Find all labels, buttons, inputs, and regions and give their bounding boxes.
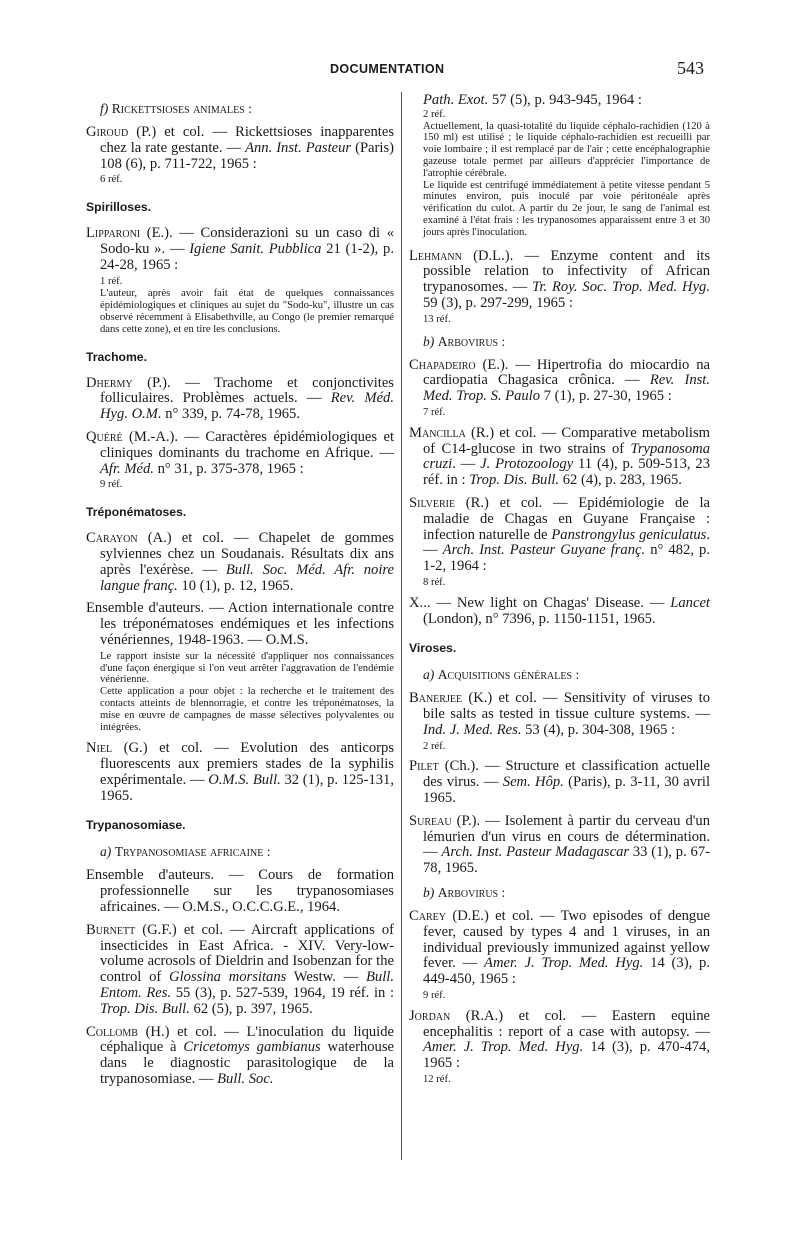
journal: Tr. Roy. Soc. Trop. Med. Hyg.	[532, 279, 710, 296]
ref-count: 9 réf.	[100, 479, 123, 491]
journal: Bull. Entom. Res.	[100, 969, 394, 1002]
bib-entry: Collomb (H.) et col. — L'inoculation du liquide céphalique à Cricetomys gambianus waterhouse dans le diagnostic parasitologique de la trypanosomiase. — Bull. Soc.	[86, 1023, 394, 1088]
species: Glossina morsitans	[169, 969, 287, 986]
ref-count: 2 réf.	[423, 740, 446, 752]
bib-entry: Carey (D.E.) et col. — Two episodes of dengue fever, caused by types 4 and 1 viruses, in an individual previously immunized against yellow fever. — Amer. J. Trop. Med. Hyg. 14 (3), p. 449-450, 1965 :	[409, 908, 710, 988]
author: Jordan	[409, 1007, 451, 1024]
ref-count: 8 réf.	[423, 576, 446, 588]
subheading-rickettsioses: f) Rickettsioses animales :	[100, 101, 252, 116]
journal: Afr. Méd.	[100, 460, 154, 477]
journal: Arch. Inst. Pasteur Guyane franç.	[442, 542, 646, 559]
ref-count: 12 réf.	[423, 1074, 451, 1086]
page-header	[0, 58, 800, 82]
bib-entry: Silverie (R.) et col. — Epidémiologie de la maladie de Chagas en Guyane Française : infection naturelle de Panstrongylus geniculatus. — Arch. Inst. Pasteur Guyane franç. n° 482, p. 1-2, 1964 :	[409, 494, 711, 575]
subheading-trypanosomiase-americaine: b) Arbovirus :	[423, 333, 506, 349]
author: Sureau	[409, 812, 452, 829]
author: Pilet	[409, 758, 439, 775]
ref-count: 7 réf.	[423, 406, 446, 418]
author: Giroud	[86, 124, 129, 140]
ref-count: 6 réf.	[100, 174, 123, 186]
journal: Path. Exot.	[423, 92, 489, 108]
ref-count: 9 réf.	[423, 990, 446, 1002]
abstract-note: Le liquide est centrifugé immédiatement à petite vitesse pendant 5 minutes environ, puis inoculé par voie péritonéale après vérification du culot. A partir du 2e jour, le sang de l'animal est examiné à l'état frais : les trypanosomes apparaissent entre 3 et 30 jours après l'inoculation.	[423, 179, 710, 238]
bib-entry: Jordan (R.A.) et col. — Eastern equine encephalitis : report of a case with autopsy. — Amer. J. Trop. Med. Hyg. 14 (3), p. 470-474, 1965 :	[409, 1007, 710, 1072]
bib-entry: Carayon (A.) et col. — Chapelet de gommes sylviennes chez un Soudanais. Résultats dix ans après l'exérèse. — Bull. Soc. Méd. Afr. noire langue franç. 10 (1), p. 12, 1965.	[86, 530, 394, 594]
bib-entry: Dhermy (P.). — Trachome et conjonctivites folliculaires. Problèmes actuels. — Rev. Méd. Hyg. O.M. n° 339, p. 74-78, 1965.	[86, 374, 394, 423]
species: Panstrongylus geniculatus	[551, 526, 707, 543]
author: Collomb	[86, 1023, 138, 1040]
journal: Trop. Dis. Bull.	[469, 472, 560, 489]
bib-entry: Banerjee (K.) et col. — Sensitivity of viruses to bile salts as tested in tissue culture systems. — Ind. J. Med. Res. 53 (4), p. 304-308, 1965 :	[409, 690, 710, 738]
bib-entry: Niel (G.) et col. — Evolution des anticorps fluorescents aux premiers stades de la syphilis expérimentale. — O.M.S. Bull. 32 (1), p. 125-131, 1965.	[86, 740, 394, 804]
section-heading-viroses: Viroses.	[409, 641, 457, 656]
author: Lehmann	[409, 247, 462, 264]
author: Niel	[86, 740, 113, 757]
journal: Amer. J. Trop. Med. Hyg.	[484, 955, 644, 972]
journal: Amer. J. Trop. Med. Hyg.	[423, 1039, 584, 1056]
section-heading-trypanosomiase: Trypanosomiase.	[86, 818, 186, 833]
author: Dhermy	[86, 374, 133, 391]
bib-entry: Chapadeiro (E.). — Hipertrofia do miocardio na cardiopatia Chagasica crônica. — Rev. Inst. Med. Trop. S. Paulo 7 (1), p. 27-30, 1965 :	[409, 356, 710, 405]
author: Quéré	[86, 428, 123, 445]
bib-entry: Quéré (M.-A.). — Caractères épidémiologiques et cliniques dominants du trachome en Afrique. — Afr. Méd. n° 31, p. 375-378, 1965 :	[86, 428, 394, 477]
bib-entry: Lehmann (D.L.). — Enzyme content and its possible relation to infectivity of African trypanosomes. — Tr. Roy. Soc. Trop. Med. Hyg. 59 (3), p. 297-299, 1965 :	[409, 247, 710, 311]
journal: Arch. Inst. Pasteur Madagascar	[441, 844, 630, 861]
section-heading-spirilloses: Spirilloses.	[86, 200, 152, 215]
author: Chapadeiro	[409, 356, 476, 373]
ref-count: 13 réf.	[423, 313, 451, 325]
bib-entry-continued: Path. Exot. 57 (5), p. 943-945, 1964 :	[423, 92, 642, 108]
bib-entry: Burnett (G.F.) et col. — Aircraft applications of insecticides in East Africa. - XIV. Very-low-volume acrosols of Dieldrin and Isobenzan for the control of Glossina morsitans Westw. — Bull. Entom. Res. 55 (3), p. 527-539, 1964, 19 réf. in : Trop. Dis. Bull. 62 (5), p. 397, 1965.	[86, 921, 394, 1017]
journal: Trop. Dis. Bull.	[100, 1000, 190, 1017]
journal: Ann. Inst. Pasteur	[245, 139, 352, 156]
species: Cricetomys gambianus	[183, 1039, 321, 1056]
running-title: DOCUMENTATION	[330, 62, 445, 76]
section-heading-trachome: Trachome.	[86, 349, 147, 364]
bib-entry: Lipparoni (E.). — Considerazioni su un caso di « Sodo-ku ». — Igiene Sanit. Pubblica 21 (1-2), p. 24-28, 1965 :	[86, 225, 394, 273]
abstract-note: L'auteur, après avoir fait état de quelques connaissances épidémiologiques et cliniques au sujet du "Sodo-ku", illustre un cas observé récemment à Elisabethville, au Congo (le premier remarqué dans cette zone), et en tire les conclusions.	[100, 288, 394, 335]
author: Banerjee	[409, 690, 463, 707]
right-column	[409, 93, 710, 1093]
bib-entry: Ensemble d'auteurs. — Action internationale contre les tréponématoses endémiques et les infections vénériennes, 1948-1963. — O.M.S.	[86, 600, 394, 648]
author: Mancilla	[409, 424, 466, 441]
page-number: 543	[677, 58, 704, 78]
author: Lipparoni	[86, 225, 141, 242]
left-column	[86, 93, 394, 1095]
bib-entry: Mancilla (R.) et col. — Comparative metabolism of C14-glucose in two strains of Trypanosoma cruzi. — J. Protozoology 11 (4), p. 509-513, 23 réf. in : Trop. Dis. Bull. 62 (4), p. 283, 1965.	[409, 424, 710, 489]
species: Trypanosoma cruzi	[423, 440, 710, 473]
author: Carey	[409, 908, 446, 925]
abstract-note: Cette application a pour objet : la recherche et le traitement des contacts atteints de blennorragie, et contre les tréponématoses, la mise en œuvre de campagnes de masse sélectives polyvalentes ou intégrées.	[100, 686, 394, 733]
bib-entry: Pilet (Ch.). — Structure et classification actuelle des virus. — Sem. Hôp. (Paris), p. 3-11, 30 avril 1965.	[409, 758, 710, 807]
author: Burnett	[86, 921, 136, 938]
author: X...	[409, 594, 431, 611]
author: Carayon	[86, 530, 138, 547]
section-heading-treponematoses: Tréponématoses.	[86, 505, 187, 520]
journal: Rev. Méd. Hyg. O.M.	[100, 390, 394, 423]
bib-entry: Sureau (P.). — Isolement à partir du cerveau d'un lémurien d'un virus en cours de détermination. — Arch. Inst. Pasteur Madagascar 33 (1), p. 67-78, 1965.	[409, 812, 710, 877]
journal: J. Protozoology	[480, 456, 574, 473]
journal: Sem. Hôp.	[502, 774, 564, 791]
subheading-trypanosomiase-africaine: a) Trypanosomiase africaine :	[100, 844, 271, 860]
abstract-note: Le rapport insiste sur la nécessité d'appliquer nos connaissances d'une façon énergique si l'on veut arrêter l'aggravation de l'endémie vénérienne.	[100, 650, 394, 686]
journal: Lancet	[670, 594, 710, 611]
bib-entry: X... — New light on Chagas' Disease. — Lancet (London), n° 7396, p. 1150-1151, 1965.	[409, 594, 710, 627]
journal: Bull. Soc. Méd. Afr. noire langue franç.	[100, 561, 394, 594]
journal: Igiene Sanit. Pubblica	[189, 240, 322, 257]
journal: O.M.S. Bull.	[208, 771, 281, 788]
ref-count: 2 réf.	[423, 108, 446, 120]
journal: Bull. Soc.	[217, 1071, 274, 1088]
column-divider	[401, 92, 402, 1160]
bib-entry: Giroud (P.) et col. — Rickettsioses inapparentes chez la rate gestante. — Ann. Inst. Pasteur (Paris) 108 (6), p. 711-722, 1965 :	[86, 124, 394, 172]
ref-count: 1 réf.	[100, 275, 123, 287]
journal: Ind. J. Med. Res.	[423, 721, 522, 738]
bib-entry: Ensemble d'auteurs. — Cours de formation professionnelle sur les trypanosomiases africaines. — O.M.S., O.C.C.G.E., 1964.	[86, 867, 394, 916]
subheading-acquisitions-generales: a) Acquisitions générales :	[423, 667, 580, 683]
author: Silverie	[409, 494, 456, 511]
journal: Rev. Inst. Med. Trop. S. Paulo	[423, 372, 710, 405]
abstract-note: Actuellement, la quasi-totalité du liquide céphalo-rachidien (120 à 150 ml) est utilisé ; le liquide céphalo-rachidien est recueilli par voie lombaire ; il est remplacé par de l'air ; cette encéphalographie gazeuse totale permet par ailleurs d'apprécier l'importance de l'atrophie cérébrale.	[423, 120, 710, 179]
subheading-arbovirus: b) Arbovirus :	[423, 885, 506, 901]
